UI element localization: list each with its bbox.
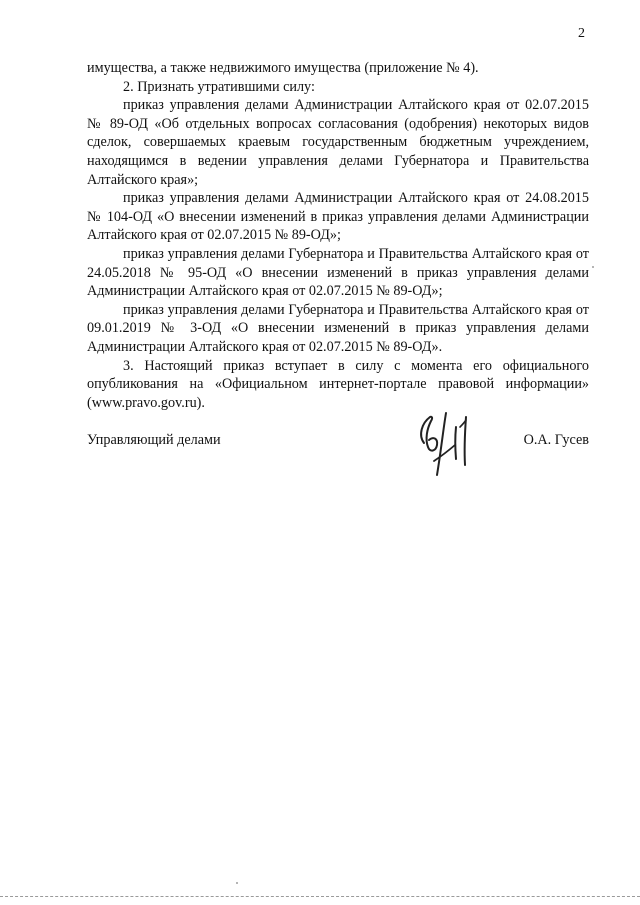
paragraph-repealed-order-2: приказ управления делами Администрации Алтайского края от 24.08.2015 № 104-ОД «О внесении изменений в приказ управления делами Администрации Алтайского края от 02.07.2015 № 89-ОД»; xyxy=(87,190,589,244)
paragraph-item-2: 2. Признать утратившими силу: xyxy=(123,78,315,95)
paragraph-item-3: 3. Настоящий приказ вступает в силу с момента его официального опубликования на «Официальном интернет-портале правовой информации» (www.pravo.gov.ru). xyxy=(87,357,589,411)
scan-speck xyxy=(592,266,594,268)
signer-position: Управляющий делами xyxy=(87,432,221,448)
signer-name: О.А. Гусев xyxy=(523,432,589,448)
signature-block xyxy=(87,432,589,456)
paragraph-continuation: имущества, а также недвижимого имущества (приложение № 4). xyxy=(87,60,479,76)
paragraph-repealed-order-1: приказ управления делами Администрации Алтайского края от 02.07.2015 № 89-ОД «Об отдельных вопросах согласования (одобрения) некоторых видов сделок, совершаемых краевым государственным бюджетным учреждением, находящимся в ведении управления делами Губернатора и Правительства Алтайского края»; xyxy=(87,97,589,188)
handwritten-signature xyxy=(410,405,480,477)
page-number: 2 xyxy=(578,26,585,41)
paragraph-repealed-order-4: приказ управления делами Губернатора и Правительства Алтайского края от 09.01.2019 № 3-ОД «О внесении изменений в приказ управления делами Администрации Алтайского края от 02.07.2015 № 89-ОД». xyxy=(87,301,589,355)
document-body xyxy=(87,59,589,412)
paragraph-repealed-order-3: приказ управления делами Губернатора и Правительства Алтайского края от 24.05.2018 № 95-ОД «О внесении изменений в приказ управления делами Администрации Алтайского края от 02.07.2015 № 89-ОД»; xyxy=(87,245,589,300)
page-bottom-edge xyxy=(0,896,640,897)
scan-speck xyxy=(236,882,238,884)
